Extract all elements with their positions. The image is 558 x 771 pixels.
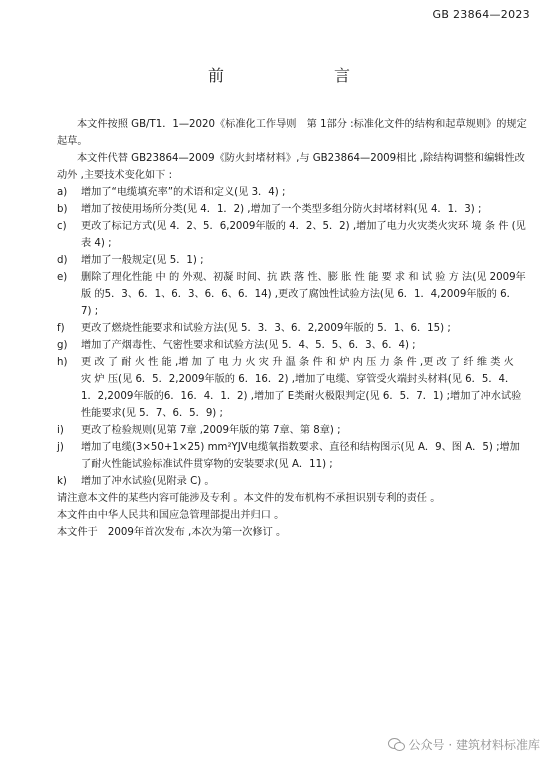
item-mark: d) bbox=[57, 255, 68, 266]
item-mark: i) bbox=[57, 425, 64, 436]
item-mark: b) bbox=[57, 204, 68, 215]
wechat-icon bbox=[388, 738, 404, 751]
item-text: 更改了检验规则(见第 7章 ,2009年版的第 7章、第 8章) ; bbox=[81, 425, 341, 436]
foreword-content bbox=[57, 116, 527, 541]
item-text: 更改了燃烧性能要求和试验方法(见 5．3．3、6．2,2009年版的 5．1、6．15) ; bbox=[81, 323, 451, 334]
item-text: 增加了按使用场所分类(见 4．1．2) ,增加了一个类型多组分防火封堵材料(见 4．1．3) ; bbox=[81, 204, 482, 215]
page-title: 前 言 bbox=[207, 66, 376, 85]
item-mark: k) bbox=[57, 476, 67, 487]
item-mark: h) bbox=[57, 357, 68, 368]
item-mark: e) bbox=[57, 272, 68, 283]
item-mark: a) bbox=[57, 187, 68, 198]
item-mark: c) bbox=[57, 221, 67, 232]
note-line: 请注意本文件的某些内容可能涉及专利 。本文件的发布机构不承担识别专利的责任 。 bbox=[57, 493, 441, 504]
item-text: 删除了理化性能 中 的 外观、初凝 时间、抗 跌 落 性、膨 胀 性 能 要 求 和 试 验 方 法(见 2009年 版 的5．3、6．1、6．3、6．6、6．14) ,更改了腐蚀性试验方法(见 6．1．4,2009年版的 6．7) ; bbox=[81, 272, 526, 317]
change-item bbox=[57, 354, 527, 422]
item-text: 增加了产烟毒性、气密性要求和试验方法(见 5．4、5．5、6．3、6．4) ; bbox=[81, 340, 416, 351]
change-item bbox=[57, 337, 527, 354]
item-text: 增加了“电缆填充率”的术语和定义(见 3．4) ; bbox=[81, 187, 286, 198]
paragraph: 本文件按照 GB/T1．1—2020《标准化工作导则 第 1部分 :标准化文件的结构和起草规则》的规定起草。 bbox=[57, 119, 527, 147]
item-text: 更 改 了 耐 火 性 能 ,增 加 了 电 力 火 灾 升 温 条 件 和 炉 内 压 力 条 件 ,更 改 了 纤 维 类 火 灾 炉 压(见 6．5．2,2009年版的 6．16．2) ,增加了电缆、穿管受火端封头材料(见 6．5．4．1．2,2009年版的6．16．4．1．2) ,增加了 E类耐火极限判定(见 6．5．7．1) ;增加了冲水试验性能要求(见 5．7、6．5．9) ; bbox=[81, 357, 522, 419]
change-item bbox=[57, 201, 527, 218]
item-mark: g) bbox=[57, 340, 68, 351]
note-line: 本文件于 2009年首次发布 ,本次为第一次修订 。 bbox=[57, 527, 287, 538]
change-item bbox=[57, 422, 527, 439]
change-list bbox=[57, 184, 527, 490]
watermark-text: 公众号 · 建筑材料标准库 bbox=[408, 738, 540, 752]
item-mark: f) bbox=[57, 323, 65, 334]
paragraph: 本文件代替 GB23864—2009《防火封堵材料》,与 GB23864—2009相比 ,除结构调整和编辑性改动外 ,主要技术变化如下 : bbox=[57, 153, 525, 181]
change-item bbox=[57, 439, 527, 473]
change-item bbox=[57, 269, 527, 320]
item-text: 增加了冲水试验(见附录 C) 。 bbox=[81, 476, 215, 487]
change-item bbox=[57, 252, 527, 269]
standard-code: GB 23864—2023 bbox=[432, 8, 530, 21]
item-text: 增加了一般规定(见 5．1) ; bbox=[81, 255, 204, 266]
change-item bbox=[57, 320, 527, 337]
item-text: 增加了电缆(3×50+1×25) mm²YJV电缆氧指数要求、直径和结构图示(见 A．9、图 A．5) ;增加了耐火性能试验标准试件贯穿物的安装要求(见 A．11) ; bbox=[81, 442, 520, 470]
change-item bbox=[57, 473, 527, 490]
item-text: 更改了标记方式(见 4．2、5．6,2009年版的 4．2、5．2) ,增加了电力火灾类火灾环 境 条 件 (见 表 4) ; bbox=[81, 221, 526, 249]
change-item bbox=[57, 184, 527, 201]
item-mark: j) bbox=[57, 442, 64, 453]
note-line: 本文件由中华人民共和国应急管理部提出并归口 。 bbox=[57, 510, 285, 521]
watermark bbox=[388, 736, 540, 753]
change-item bbox=[57, 218, 527, 252]
